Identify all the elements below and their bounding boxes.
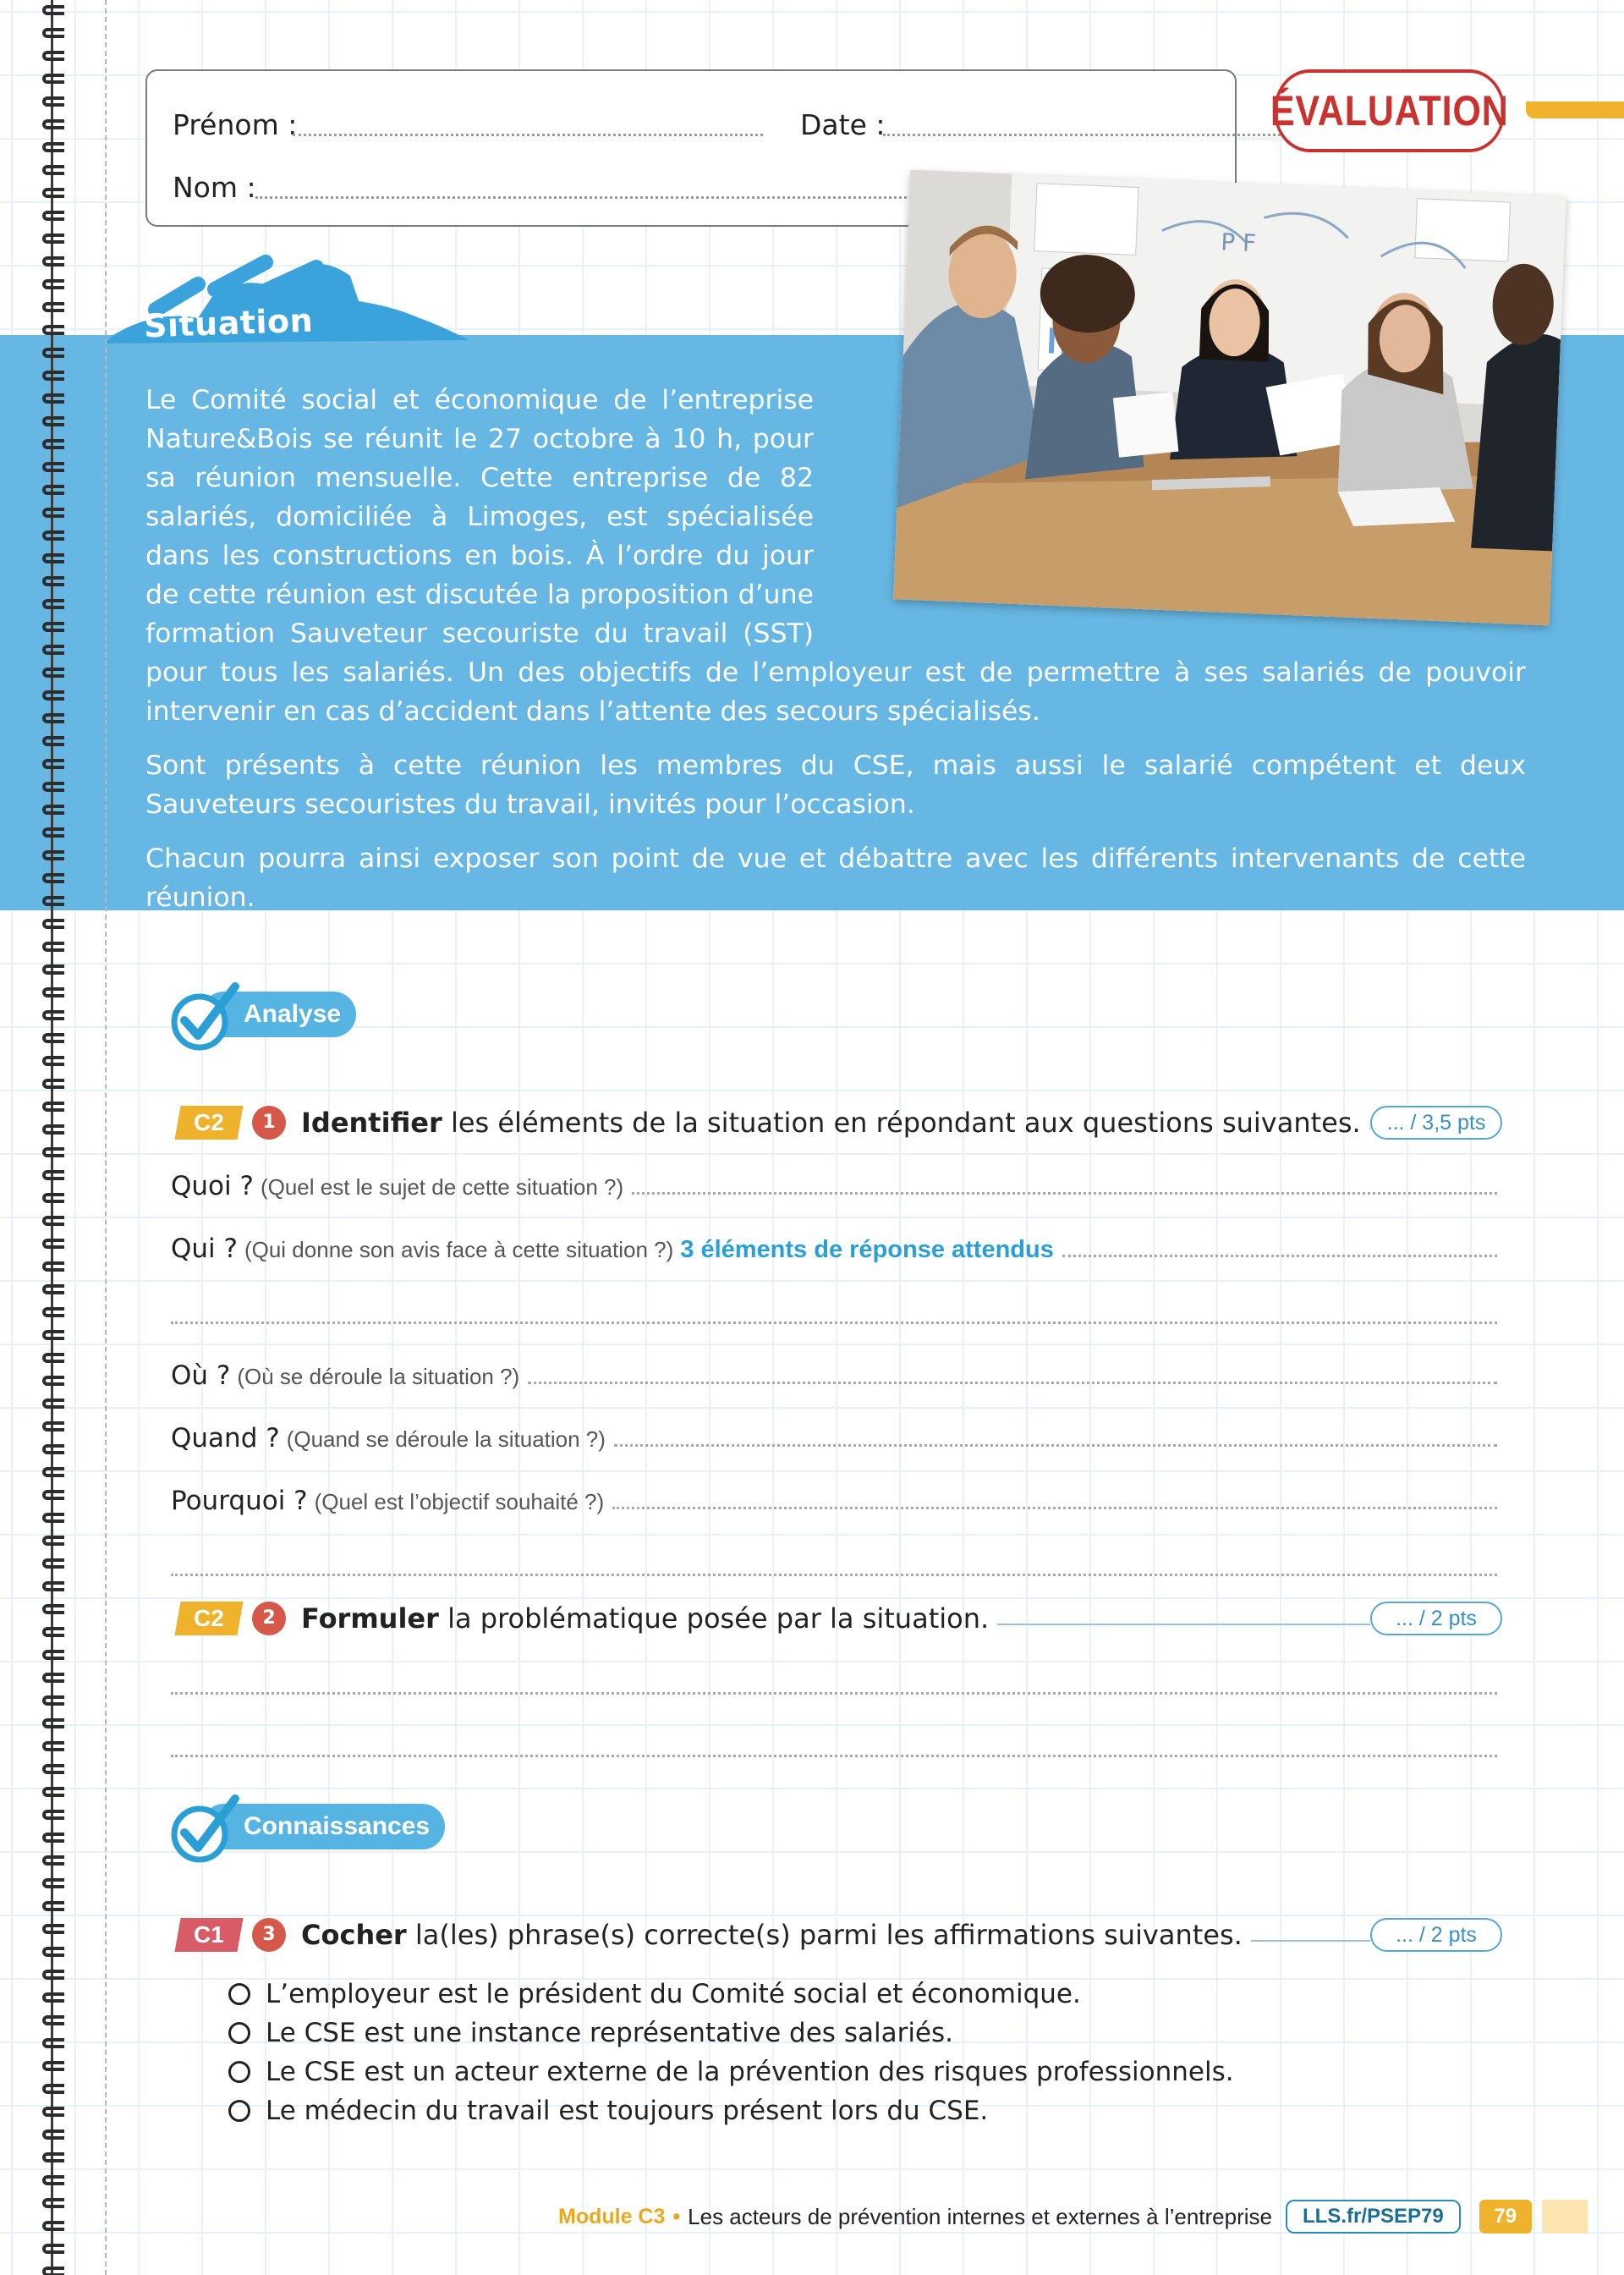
spiral-loop — [42, 74, 64, 84]
spiral-loop — [42, 805, 64, 815]
spiral-loop — [42, 1718, 64, 1728]
qui-row[interactable] — [171, 1234, 1497, 1264]
spiral-loop — [42, 1650, 64, 1660]
radio-button[interactable] — [228, 2061, 250, 2083]
spiral-loop — [42, 1604, 64, 1614]
spiral-loop — [42, 1558, 64, 1569]
nom-label: Nom : — [173, 171, 256, 204]
spiral-loop — [42, 1924, 64, 1934]
situation-paragraph-2: Sont présents à cette réunion les membres du CSE, mais aussi le salarié compétent et deux Sauveteurs secouristes du travail, invités pour l’occasion. — [145, 750, 1526, 820]
question-1-text: Identifier les éléments de la situation en répondant aux questions suivantes. — [301, 1107, 1361, 1139]
date-label: Date : — [800, 108, 886, 141]
option-text: Le CSE est une instance représentative des salariés. — [266, 2018, 954, 2048]
spiral-loop — [42, 873, 64, 883]
situation-title: Situation — [143, 301, 314, 345]
spiral-loop — [42, 5, 64, 15]
spiral-loop — [42, 96, 64, 107]
meeting-photo — [893, 170, 1566, 626]
spiral-loop — [42, 1833, 64, 1843]
spiral-loop — [42, 439, 64, 449]
footer-bullet: • — [670, 2204, 683, 2229]
spiral-loop — [42, 1764, 64, 1774]
qui-label: Qui ? — [171, 1234, 238, 1264]
spiral-loop — [42, 530, 64, 541]
spiral-loop — [42, 1056, 64, 1066]
page-number: 79 — [1479, 2200, 1532, 2234]
spiral-loop — [42, 759, 64, 769]
spiral-loop — [42, 1421, 64, 1431]
spiral-loop — [42, 964, 64, 975]
points-badge: ... / 2 pts — [1370, 1602, 1502, 1635]
spiral-loop — [42, 256, 64, 267]
spiral-loop — [42, 2129, 64, 2140]
spiral-loop — [42, 1399, 64, 1409]
analyse-label: Analyse — [201, 992, 356, 1037]
spiral-loop — [42, 1627, 64, 1637]
quoi-answer-line[interactable] — [632, 1192, 1497, 1195]
spiral-loop — [42, 1581, 64, 1591]
competence-tag-c2: C2 — [174, 1602, 243, 1635]
question-1 — [178, 1106, 1502, 1140]
spiral-loop — [42, 28, 64, 38]
option-text: L’employeur est le président du Comité social et économique. — [266, 1979, 1081, 2009]
whiteboard-text: P F — [1220, 228, 1257, 258]
spiral-loop — [42, 371, 64, 381]
spiral-loop — [42, 2198, 64, 2208]
spiral-loop — [42, 2152, 64, 2162]
spiral-loop — [42, 1741, 64, 1751]
spiral-loop — [42, 1444, 64, 1454]
page-accent — [1542, 2200, 1588, 2234]
spiral-loop — [42, 1124, 64, 1135]
radio-button[interactable] — [228, 2100, 250, 2122]
radio-button[interactable] — [228, 2022, 250, 2044]
option-text: Le CSE est un acteur externe de la prévention des risques professionnels. — [266, 2057, 1234, 2087]
spiral-loop — [42, 987, 64, 997]
pourquoi-hint: (Quel est l’objectif souhaité ?) — [314, 1489, 605, 1514]
spiral-loop — [42, 1147, 64, 1157]
quand-hint: (Quand se déroule la situation ?) — [286, 1426, 606, 1452]
ou-hint: (Où se déroule la situation ?) — [237, 1364, 520, 1389]
spiral-loop — [42, 1033, 64, 1043]
situation-paragraph-1: Le Comité social et économique de l’entreprise Nature&Bois se réunit le 27 octobre à 10 h, pour sa réunion mensuelle. Cette entreprise de 82 salariés, domiciliée à Limoges, est spécialisée dans les constructions en bois. À l’ordre du jour de cette réunion est discutée la proposition d’une formation Sauveteur secouriste du travail (SST) pour tous les salariés. Un des objectifs de l’employeur est de permettre à ses salariés de pouvoir intervenir en cas d’accident dans l’attente des secours spécialisés. — [145, 385, 1526, 727]
spiral-loop — [42, 1695, 64, 1706]
spiral-loop — [42, 668, 64, 678]
spiral-loop — [42, 736, 64, 746]
question-number: 2 — [252, 1602, 286, 1635]
competence-tag-c1: C1 — [174, 1918, 243, 1952]
spiral-loop — [42, 645, 64, 655]
option-text: Le médecin du travail est toujours présent lors du CSE. — [266, 2096, 989, 2126]
spiral-loop — [42, 896, 64, 906]
pourquoi-label: Pourquoi ? — [171, 1486, 308, 1516]
spiral-loop — [42, 782, 64, 792]
evaluation-tag: ÉVALUATION — [1274, 69, 1505, 152]
qui-answer-line[interactable] — [1062, 1255, 1497, 1257]
question-2-text: Formuler la problématique posée par la situation. — [301, 1602, 990, 1635]
prenom-field[interactable] — [293, 134, 763, 136]
quoi-row[interactable] — [171, 1171, 1497, 1201]
module-label: Module C3 — [558, 2204, 666, 2228]
spiral-loop — [42, 1536, 64, 1546]
spiral-loop — [42, 416, 64, 426]
spiral-loop — [42, 1467, 64, 1477]
connaissances-badge — [167, 1794, 447, 1866]
spiral-loop — [42, 1787, 64, 1797]
spiral-loop — [42, 599, 64, 609]
page-footer — [558, 2193, 1588, 2240]
spiral-loop — [42, 119, 64, 129]
spiral-loop — [42, 1079, 64, 1089]
spiral-loop — [42, 2267, 64, 2275]
spiral-loop — [42, 2221, 64, 2231]
answer-line[interactable] — [171, 1755, 1497, 1757]
spiral-loop — [42, 1376, 64, 1386]
question-2 — [178, 1602, 1502, 1635]
evaluation-accent-bar — [1526, 102, 1624, 118]
spiral-loop — [42, 348, 64, 358]
answer-line[interactable] — [171, 1692, 1497, 1695]
resource-link[interactable]: LLS.fr/PSEP79 — [1286, 2200, 1461, 2234]
spiral-loop — [42, 1353, 64, 1363]
ou-answer-line[interactable] — [528, 1382, 1497, 1384]
situation-paragraph-3: Chacun pourra ainsi exposer son point de vue et débattre avec les différents intervenants de cette réunion. — [145, 844, 1526, 913]
spiral-loop — [42, 1307, 64, 1317]
spiral-loop — [42, 690, 64, 701]
spiral-loop — [42, 2084, 64, 2094]
spiral-loop — [42, 393, 64, 404]
spiral-loop — [42, 2244, 64, 2254]
spiral-loop — [42, 1947, 64, 1957]
radio-button[interactable] — [228, 1983, 250, 2005]
connaissances-label: Connaissances — [201, 1804, 445, 1849]
spiral-loop — [42, 1855, 64, 1866]
ou-row[interactable] — [171, 1360, 1497, 1391]
checkmark-icon — [167, 981, 240, 1054]
question-number: 1 — [252, 1106, 286, 1140]
spiral-loop — [42, 211, 64, 221]
pourquoi-row[interactable] — [171, 1486, 1497, 1516]
points-badge: ... / 3,5 pts — [1370, 1106, 1502, 1140]
spiral-loop — [42, 2107, 64, 2117]
points-badge: ... / 2 pts — [1370, 1918, 1502, 1952]
spiral-loop — [42, 553, 64, 563]
prenom-label: Prénom : — [173, 108, 298, 141]
answer-options — [228, 1975, 1234, 2130]
spiral-loop — [42, 919, 64, 929]
spiral-binding — [0, 0, 93, 2275]
spiral-loop — [42, 1330, 64, 1340]
spiral-loop — [42, 1970, 64, 1980]
pourquoi-answer-line[interactable] — [612, 1507, 1497, 1509]
qui-note: 3 éléments de réponse attendus — [680, 1236, 1054, 1263]
spiral-loop — [42, 485, 64, 495]
competence-tag-c2: C2 — [174, 1106, 243, 1140]
spiral-loop — [42, 1284, 64, 1294]
spiral-loop — [42, 279, 64, 289]
question-3-text: Cocher la(les) phrase(s) correcte(s) parmi les affirmations suivantes. — [301, 1919, 1243, 1951]
spiral-loop — [42, 850, 64, 860]
quand-row[interactable] — [171, 1423, 1497, 1453]
quand-label: Quand ? — [171, 1423, 280, 1453]
quand-answer-line[interactable] — [614, 1444, 1497, 1447]
spiral-loop — [42, 1102, 64, 1112]
spiral-loop — [42, 508, 64, 518]
spiral-loop — [42, 165, 64, 175]
ou-label: Où ? — [171, 1360, 231, 1391]
spiral-loop — [42, 188, 64, 198]
spiral-loop — [42, 51, 64, 61]
spiral-loop — [42, 1992, 64, 2003]
spiral-loop — [42, 234, 64, 244]
spiral-loop — [42, 1810, 64, 1820]
quoi-hint: (Quel est le sujet de cette situation ?) — [260, 1174, 624, 1200]
spiral-loop — [42, 942, 64, 952]
spiral-loop — [42, 1878, 64, 1888]
spiral-loop — [42, 1170, 64, 1180]
spiral-loop — [42, 2175, 64, 2185]
spiral-loop — [42, 1901, 64, 1911]
option-1[interactable] — [228, 1975, 1234, 2014]
analyse-badge — [167, 981, 387, 1054]
spiral-loop — [42, 1261, 64, 1272]
spiral-loop — [42, 1513, 64, 1523]
spiral-loop — [42, 1673, 64, 1683]
spiral-loop — [42, 713, 64, 723]
answer-line[interactable] — [171, 1322, 1497, 1324]
spiral-loop — [42, 1193, 64, 1203]
option-4[interactable] — [228, 2091, 1234, 2130]
spiral-loop — [42, 1490, 64, 1500]
spiral-loop — [42, 462, 64, 472]
spiral-loop — [42, 2061, 64, 2071]
option-2[interactable] — [228, 2014, 1234, 2052]
answer-line[interactable] — [171, 1574, 1497, 1576]
checkmark-icon — [167, 1794, 240, 1866]
spiral-loop — [42, 142, 64, 152]
question-number: 3 — [252, 1918, 286, 1952]
quoi-label: Quoi ? — [171, 1171, 254, 1201]
module-description: Les acteurs de prévention internes et externes à l’entreprise — [688, 2203, 1272, 2229]
spiral-loop — [42, 622, 64, 632]
option-3[interactable] — [228, 2052, 1234, 2091]
spiral-loop — [42, 1239, 64, 1249]
spiral-loop — [42, 2015, 64, 2025]
spiral-loop — [42, 302, 64, 312]
spiral-loop — [42, 2038, 64, 2048]
spiral-loop — [42, 576, 64, 586]
spiral-loop — [42, 827, 64, 838]
spiral-loop — [42, 1216, 64, 1226]
spiral-loop — [42, 1010, 64, 1020]
question-3 — [178, 1918, 1502, 1952]
qui-hint: (Qui donne son avis face à cette situation ?) — [244, 1237, 674, 1262]
spiral-loop — [42, 325, 64, 335]
